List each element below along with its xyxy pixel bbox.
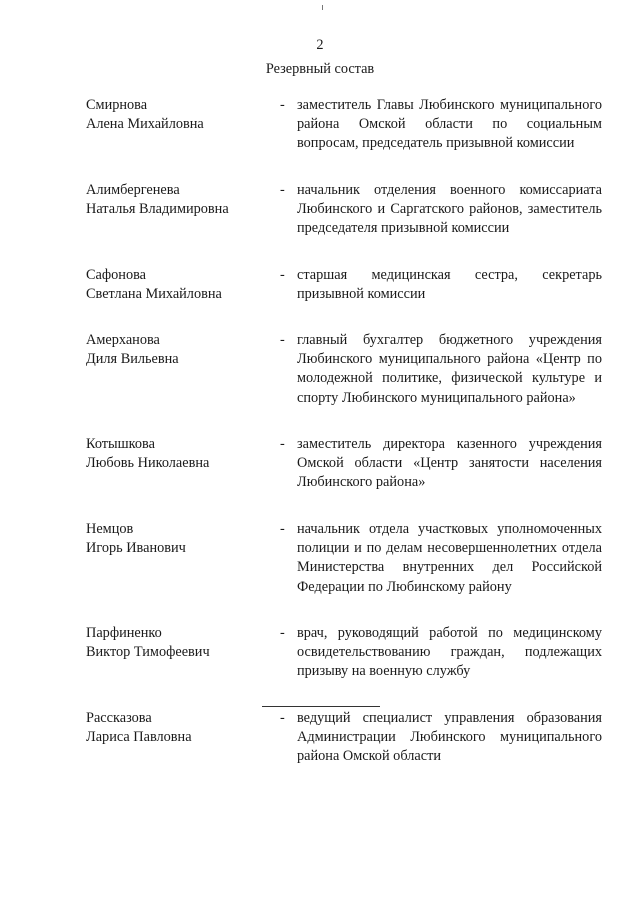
member-surname: Котышкова	[86, 436, 155, 452]
member-entry	[0, 181, 640, 266]
separator-dash: -	[280, 625, 285, 641]
page-number: 2	[316, 37, 324, 53]
member-entry	[0, 96, 640, 181]
member-given-names: Лариса Павловна	[86, 729, 192, 746]
section-title: Резервный состав	[265, 61, 375, 77]
member-surname: Смирнова	[86, 97, 148, 113]
member-surname: Рассказова	[86, 710, 152, 726]
member-name	[86, 331, 276, 369]
member-entry	[0, 709, 640, 794]
member-entry	[0, 266, 640, 331]
member-role: врач, руководящий работой по медицинскому освидетельствованию граждан, подлежащих призыву на военную службу	[297, 625, 602, 680]
member-entry	[0, 435, 640, 520]
member-name	[86, 520, 276, 558]
member-name	[86, 624, 276, 662]
separator-dash: -	[280, 332, 285, 348]
member-name	[86, 435, 276, 473]
member-surname: Алимбергенева	[86, 182, 180, 198]
separator-dash: -	[280, 182, 285, 198]
member-surname: Немцов	[86, 521, 134, 537]
member-role: старшая медицинская сестра, секретарь призывной комиссии	[297, 267, 602, 303]
member-given-names: Виктор Тимофеевич	[86, 644, 210, 661]
member-list	[0, 96, 640, 794]
separator-dash: -	[280, 267, 285, 283]
member-given-names: Светлана Михайловна	[86, 286, 222, 303]
member-role: ведущий специалист управления образования Администрации Любинского муниципального района Омской области	[297, 710, 602, 765]
separator-dash: -	[280, 710, 285, 726]
member-given-names: Наталья Владимировна	[86, 201, 229, 218]
separator-dash: -	[280, 521, 285, 537]
closing-rule	[262, 706, 380, 707]
scan-mark	[322, 5, 323, 10]
member-name	[86, 96, 276, 134]
member-name	[86, 709, 276, 747]
member-name	[86, 266, 276, 304]
member-entry	[0, 624, 640, 709]
member-given-names: Любовь Николаевна	[86, 455, 210, 472]
member-role: начальник отделения военного комиссариата Любинского и Саргатского районов, заместитель председателя призывной комиссии	[297, 182, 602, 237]
member-role: начальник отдела участковых уполномоченных полиции и по делам несовершеннолетних отдела Министерства внутренних дел Российской Федерации по Любинскому району	[297, 521, 602, 595]
member-given-names: Диля Вильевна	[86, 351, 179, 368]
member-entry	[0, 520, 640, 624]
member-role: заместитель директора казенного учреждения Омской области «Центр занятости населения Любинского района»	[297, 436, 602, 491]
member-role: главный бухгалтер бюджетного учреждения Любинского муниципального района «Центр по молодежной политике, физической культуре и спорту Любинского муниципального района»	[297, 332, 602, 406]
separator-dash: -	[280, 97, 285, 113]
member-entry	[0, 331, 640, 435]
member-given-names: Игорь Иванович	[86, 540, 186, 557]
separator-dash: -	[280, 436, 285, 452]
member-given-names: Алена Михайловна	[86, 116, 204, 133]
member-surname: Парфиненко	[86, 625, 162, 641]
member-role: заместитель Главы Любинского муниципального района Омской области по социальным вопросам, председатель призывной комиссии	[297, 97, 602, 152]
member-surname: Сафонова	[86, 267, 147, 283]
member-surname: Амерханова	[86, 332, 160, 348]
member-name	[86, 181, 276, 219]
